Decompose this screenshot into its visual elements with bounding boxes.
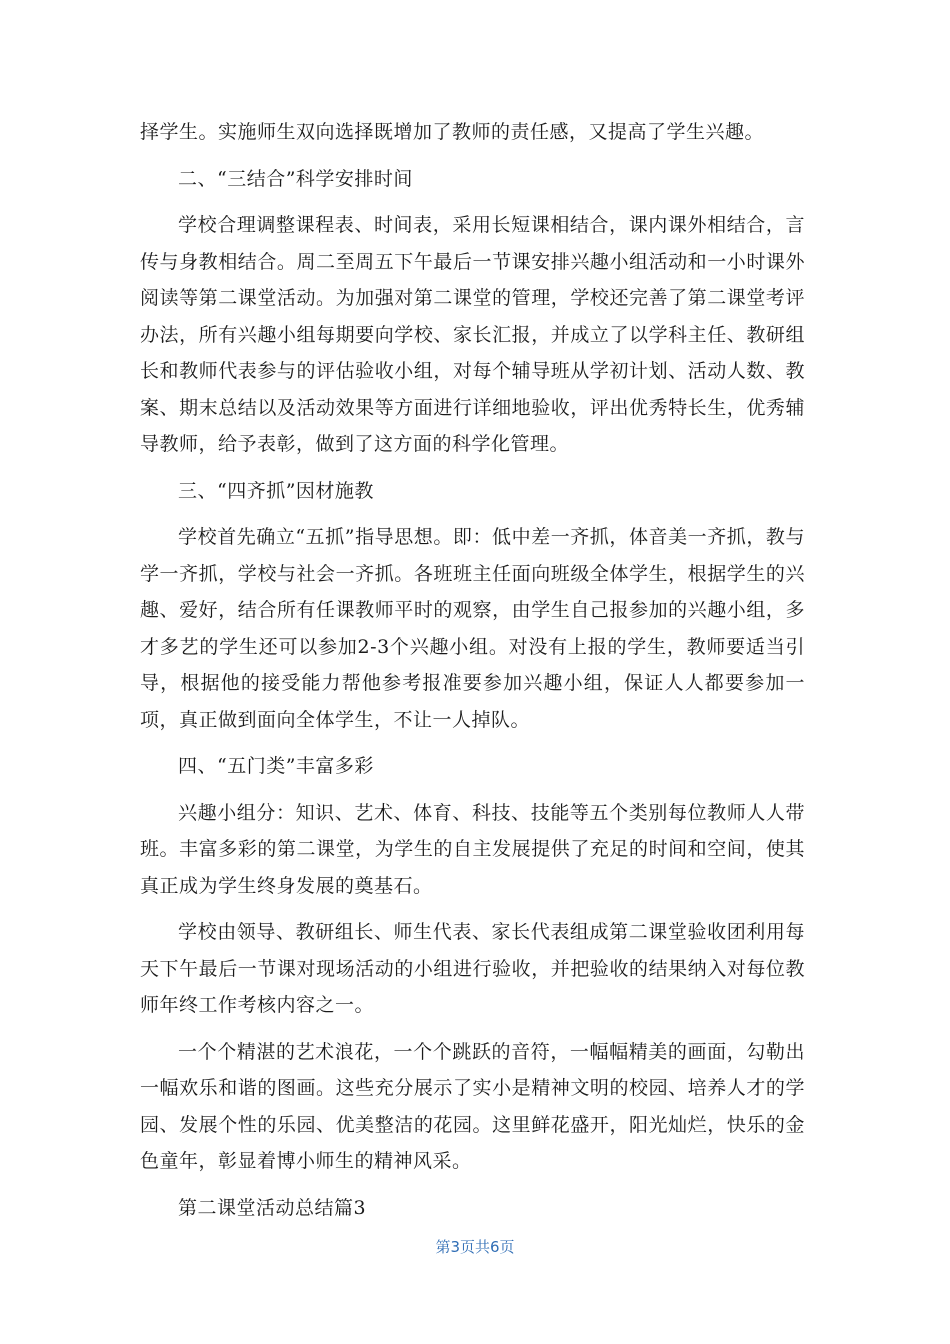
section-heading-3: 三、“四齐抓”因材施教 (178, 479, 374, 502)
section-heading-2: 二、“三结合”科学安排时间 (178, 167, 413, 190)
page-number-footer: 第3页共6页 (435, 1238, 515, 1256)
article-title-part-3: 第二课堂活动总结篇3 (178, 1196, 367, 1219)
paragraph-0: 择学生。实施师生双向选择既增加了教师的责任感，又提高了学生兴趣。 (140, 121, 765, 143)
paragraph-7: 学校由领导、教研组长、师生代表、家长代表组成第二课堂验收团利用每天下午最后一节课对现场活动的小组进行验收，并把验收的结果纳入对每位教师年终工作考核内容之一。 (140, 921, 805, 1016)
document-body (140, 114, 805, 1236)
paragraph-8: 一个个精湛的艺术浪花，一个个跳跃的音符，一幅幅精美的画面，勾勒出一幅欢乐和谐的图画。这些充分展示了实小是精神文明的校园、培养人才的学园、发展个性的乐园、优美整洁的花园。这里鲜花盛开，阳光灿烂，快乐的金色童年，彰显着博小师生的精神风采。 (140, 1040, 805, 1172)
section-heading-4: 四、“五门类”丰富多彩 (178, 755, 374, 777)
paragraph-4: 学校首先确立“五抓”指导思想。即：低中差一齐抓，体音美一齐抓，教与学一齐抓，学校与社会一齐抓。各班班主任面向班级全体学生，根据学生的兴趣、爱好，结合所有任课教师平时的观察，由学生自己报参加的兴趣小组，多才多艺的学生还可以参加2-3个兴趣小组。对没有上报的学生，教师要适当引导，根据他的接受能力帮他参考报准要参加兴趣小组，保证人人都要参加一项，真正做到面向全体学生，不让一人掉队。 (140, 526, 805, 731)
paragraph-6: 兴趣小组分：知识、艺术、体育、科技、技能等五个类别每位教师人人带班。丰富多彩的第二课堂，为学生的自主发展提供了充足的时间和空间，使其真正成为学生终身发展的奠基石。 (140, 801, 805, 897)
paragraph-2: 学校合理调整课程表、时间表，采用长短课相结合，课内课外相结合，言传与身教相结合。周二至周五下午最后一节课安排兴趣小组活动和一小时课外阅读等第二课堂活动。为加强对第二课堂的管理，学校还完善了第二课堂考评办法，所有兴趣小组每期要向学校、家长汇报，并成立了以学科主任、教研组长和教师代表参与的评估验收小组，对每个辅导班从学初计划、活动人数、教案、期末总结以及活动效果等方面进行详细地验收，评出优秀特长生，优秀辅导教师，给予表彰，做到了这方面的科学化管理。 (140, 214, 805, 455)
